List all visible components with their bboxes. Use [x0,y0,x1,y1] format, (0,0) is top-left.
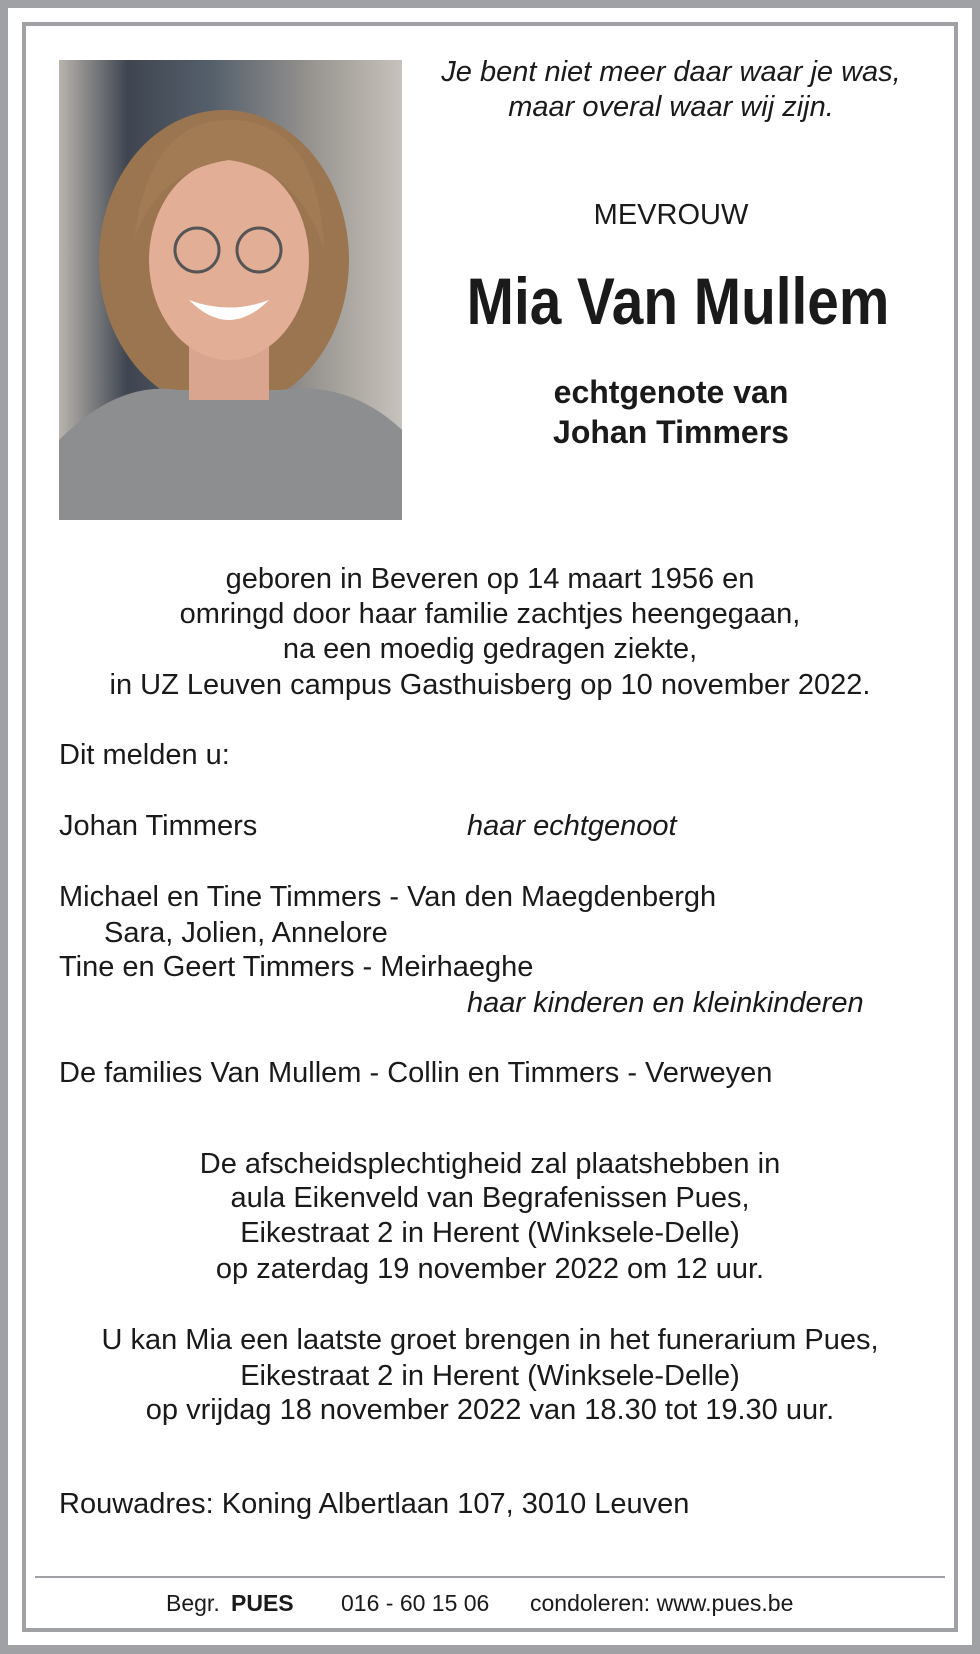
portrait-photo [59,60,402,520]
family-spouse-role: haar echtgenoot [467,810,677,842]
ceremony-line: De afscheidsplechtigheid zal plaatshebben in [199,1148,781,1180]
family-grandchildren: Sara, Jolien, Annelore [104,917,388,949]
ceremony-line: op zaterdag 19 november 2022 om 12 uur. [215,1253,765,1285]
visit-line: op vrijdag 18 november 2022 van 18.30 tot 19.30 uur. [145,1394,835,1426]
honorific: MEVROUW [593,199,749,231]
ceremony-line: Eikestraat 2 in Herent (Winksele-Delle) [240,1217,740,1249]
footer-divider [35,1576,945,1578]
spouse-label: echtgenote van [553,374,789,410]
family-extended: De families Van Mullem - Collin en Timmers - Verweyen [59,1057,773,1089]
footer-phone: 016 - 60 15 06 [341,1590,490,1616]
spouse-name: Johan Timmers [553,414,789,450]
intro-line: in UZ Leuven campus Gasthuisberg op 10 november 2022. [109,669,871,701]
footer-company: PUES [231,1590,294,1616]
footer-prefix: Begr. [166,1590,220,1616]
family-children-role: haar kinderen en kleinkinderen [467,987,864,1019]
quote-line-2: maar overal waar wij zijn. [508,91,834,123]
intro-line: geboren in Beveren op 14 maart 1956 en [225,563,755,595]
intro-line: na een moedig gedragen ziekte, [282,633,698,665]
family-children-2: Tine en Geert Timmers - Meirhaeghe [59,951,534,983]
ceremony-line: aula Eikenveld van Begrafenissen Pues, [230,1182,750,1214]
intro-line: omringd door haar familie zachtjes heengegaan, [179,598,801,630]
announce-text: Dit melden u: [59,739,230,771]
visit-line: Eikestraat 2 in Herent (Winksele-Delle) [240,1360,740,1392]
quote-line-1: Je bent niet meer daar waar je was, [441,56,901,88]
visit-line: U kan Mia een laatste groet brengen in het funerarium Pues, [101,1324,879,1356]
mourning-address: Rouwadres: Koning Albertlaan 107, 3010 Leuven [59,1488,690,1520]
family-children-1: Michael en Tine Timmers - Van den Maegdenbergh [59,881,717,913]
family-spouse-name: Johan Timmers [59,810,258,842]
footer-condolences-link[interactable]: condoleren: www.pues.be [530,1590,794,1616]
deceased-name: Mia Van Mullem [466,264,890,338]
